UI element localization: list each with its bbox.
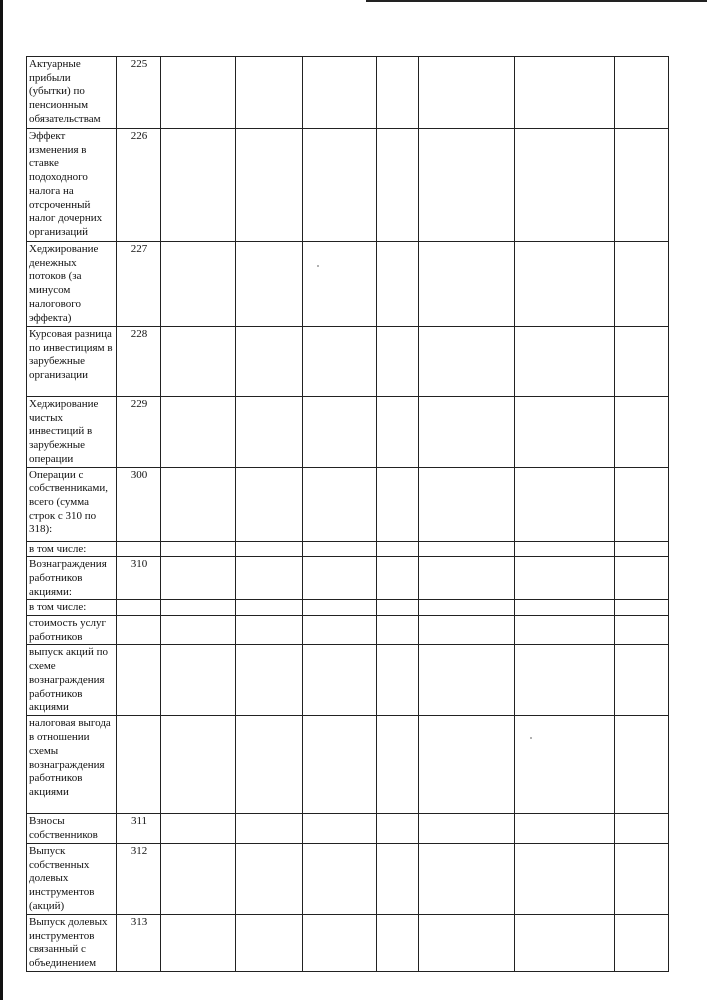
empty-value-cell xyxy=(615,327,669,397)
row-label: Операции с собственниками, всего (сумма строк с 310 по 318): xyxy=(27,467,117,541)
empty-value-cell xyxy=(615,541,669,557)
empty-value-cell xyxy=(615,716,669,814)
row-label: Выпуск собственных долевых инструментов (акций) xyxy=(27,843,117,914)
row-code: 300 xyxy=(117,467,161,541)
row-label: налоговая выгода в отношении схемы вознаграждения работников акциями xyxy=(27,716,117,814)
empty-value-cell xyxy=(377,645,419,716)
empty-value-cell xyxy=(303,57,377,129)
empty-value-cell xyxy=(303,645,377,716)
empty-value-cell xyxy=(419,541,515,557)
empty-value-cell xyxy=(377,600,419,616)
top-edge-rule xyxy=(366,0,707,2)
table-row xyxy=(27,467,669,541)
empty-value-cell xyxy=(161,397,236,468)
empty-value-cell xyxy=(303,616,377,645)
empty-value-cell xyxy=(236,716,303,814)
empty-value-cell xyxy=(161,242,236,327)
empty-value-cell xyxy=(377,843,419,914)
table-row xyxy=(27,600,669,616)
empty-value-cell xyxy=(303,600,377,616)
empty-value-cell xyxy=(419,716,515,814)
empty-value-cell xyxy=(515,914,615,971)
empty-value-cell xyxy=(419,129,515,242)
empty-value-cell xyxy=(515,557,615,600)
empty-value-cell xyxy=(377,467,419,541)
empty-value-cell xyxy=(615,616,669,645)
empty-value-cell xyxy=(377,814,419,843)
empty-value-cell xyxy=(377,129,419,242)
row-code: 312 xyxy=(117,843,161,914)
empty-value-cell xyxy=(615,397,669,468)
row-code: 229 xyxy=(117,397,161,468)
row-label: в том числе: xyxy=(27,541,117,557)
empty-value-cell xyxy=(515,397,615,468)
empty-value-cell xyxy=(419,814,515,843)
empty-value-cell xyxy=(161,557,236,600)
empty-value-cell xyxy=(419,327,515,397)
empty-value-cell xyxy=(515,327,615,397)
empty-value-cell xyxy=(515,843,615,914)
empty-value-cell xyxy=(615,57,669,129)
row-code: 225 xyxy=(117,57,161,129)
empty-value-cell xyxy=(236,57,303,129)
empty-value-cell xyxy=(377,914,419,971)
empty-value-cell xyxy=(236,600,303,616)
empty-value-cell xyxy=(161,467,236,541)
empty-value-cell xyxy=(161,716,236,814)
row-label: Взносы собственников xyxy=(27,814,117,843)
empty-value-cell xyxy=(303,843,377,914)
empty-value-cell xyxy=(515,541,615,557)
empty-value-cell xyxy=(419,242,515,327)
empty-value-cell xyxy=(615,645,669,716)
empty-value-cell xyxy=(303,914,377,971)
table-row xyxy=(27,843,669,914)
empty-value-cell xyxy=(303,467,377,541)
row-label: Хеджирование денежных потоков (за минусом налогового эффекта) xyxy=(27,242,117,327)
empty-value-cell xyxy=(419,616,515,645)
row-label: Актуарные прибыли (убытки) по пенсионным обязательствам xyxy=(27,57,117,129)
empty-value-cell xyxy=(303,557,377,600)
row-code xyxy=(117,616,161,645)
row-label: стоимость услуг работников xyxy=(27,616,117,645)
empty-value-cell xyxy=(236,242,303,327)
empty-value-cell xyxy=(515,129,615,242)
empty-value-cell xyxy=(236,327,303,397)
empty-value-cell xyxy=(377,716,419,814)
row-label: выпуск акций по схеме вознаграждения работников акциями xyxy=(27,645,117,716)
empty-value-cell xyxy=(615,914,669,971)
table-row xyxy=(27,242,669,327)
empty-value-cell xyxy=(377,616,419,645)
table-row xyxy=(27,57,669,129)
empty-value-cell xyxy=(419,557,515,600)
empty-value-cell xyxy=(615,467,669,541)
row-code xyxy=(117,600,161,616)
empty-value-cell xyxy=(515,616,615,645)
empty-value-cell xyxy=(515,57,615,129)
empty-value-cell xyxy=(161,600,236,616)
empty-value-cell xyxy=(303,129,377,242)
empty-value-cell xyxy=(161,843,236,914)
empty-value-cell xyxy=(236,467,303,541)
row-label: Выпуск долевых инструментов связанный с объединением xyxy=(27,914,117,971)
empty-value-cell xyxy=(161,645,236,716)
empty-value-cell xyxy=(303,716,377,814)
empty-value-cell xyxy=(615,242,669,327)
empty-value-cell xyxy=(419,914,515,971)
empty-value-cell xyxy=(419,57,515,129)
row-code xyxy=(117,716,161,814)
row-label: Вознаграждения работников акциями: xyxy=(27,557,117,600)
row-code: 226 xyxy=(117,129,161,242)
empty-value-cell xyxy=(377,397,419,468)
empty-value-cell xyxy=(377,327,419,397)
scan-left-edge xyxy=(0,0,3,1000)
row-code xyxy=(117,541,161,557)
empty-value-cell xyxy=(419,467,515,541)
table-row xyxy=(27,814,669,843)
empty-value-cell xyxy=(515,467,615,541)
empty-value-cell xyxy=(236,397,303,468)
empty-value-cell xyxy=(303,397,377,468)
empty-value-cell xyxy=(377,242,419,327)
empty-value-cell xyxy=(615,814,669,843)
table-row xyxy=(27,129,669,242)
empty-value-cell xyxy=(515,716,615,814)
empty-value-cell xyxy=(515,242,615,327)
table-row xyxy=(27,397,669,468)
row-label: Курсовая разница по инвестициям в зарубежные организации xyxy=(27,327,117,397)
row-label: Эффект изменения в ставке подоходного налога на отсроченный налог дочерних организаций xyxy=(27,129,117,242)
row-code: 228 xyxy=(117,327,161,397)
table-row xyxy=(27,616,669,645)
empty-value-cell xyxy=(303,327,377,397)
row-code: 311 xyxy=(117,814,161,843)
empty-value-cell xyxy=(515,600,615,616)
row-code: 310 xyxy=(117,557,161,600)
empty-value-cell xyxy=(615,557,669,600)
empty-value-cell xyxy=(236,914,303,971)
scan-speck xyxy=(317,265,319,267)
empty-value-cell xyxy=(303,541,377,557)
empty-value-cell xyxy=(615,600,669,616)
empty-value-cell xyxy=(419,843,515,914)
empty-value-cell xyxy=(161,129,236,242)
empty-value-cell xyxy=(377,557,419,600)
empty-value-cell xyxy=(615,843,669,914)
scan-speck xyxy=(530,737,532,739)
table-row xyxy=(27,541,669,557)
table-row xyxy=(27,914,669,971)
empty-value-cell xyxy=(236,814,303,843)
empty-value-cell xyxy=(419,397,515,468)
empty-value-cell xyxy=(377,57,419,129)
table-row xyxy=(27,557,669,600)
row-code: 227 xyxy=(117,242,161,327)
empty-value-cell xyxy=(236,557,303,600)
empty-value-cell xyxy=(236,616,303,645)
row-code: 313 xyxy=(117,914,161,971)
table-row xyxy=(27,716,669,814)
empty-value-cell xyxy=(515,814,615,843)
empty-value-cell xyxy=(615,129,669,242)
empty-value-cell xyxy=(377,541,419,557)
row-label: в том числе: xyxy=(27,600,117,616)
empty-value-cell xyxy=(161,814,236,843)
empty-value-cell xyxy=(236,541,303,557)
empty-value-cell xyxy=(161,327,236,397)
empty-value-cell xyxy=(236,843,303,914)
empty-value-cell xyxy=(161,541,236,557)
table-row xyxy=(27,327,669,397)
equity-changes-table xyxy=(26,56,669,972)
empty-value-cell xyxy=(161,616,236,645)
empty-value-cell xyxy=(161,57,236,129)
empty-value-cell xyxy=(161,914,236,971)
row-label: Хеджирование чистых инвестиций в зарубежные операции xyxy=(27,397,117,468)
empty-value-cell xyxy=(303,242,377,327)
table-row xyxy=(27,645,669,716)
empty-value-cell xyxy=(236,129,303,242)
row-code xyxy=(117,645,161,716)
empty-value-cell xyxy=(419,600,515,616)
empty-value-cell xyxy=(419,645,515,716)
empty-value-cell xyxy=(236,645,303,716)
empty-value-cell xyxy=(303,814,377,843)
empty-value-cell xyxy=(515,645,615,716)
